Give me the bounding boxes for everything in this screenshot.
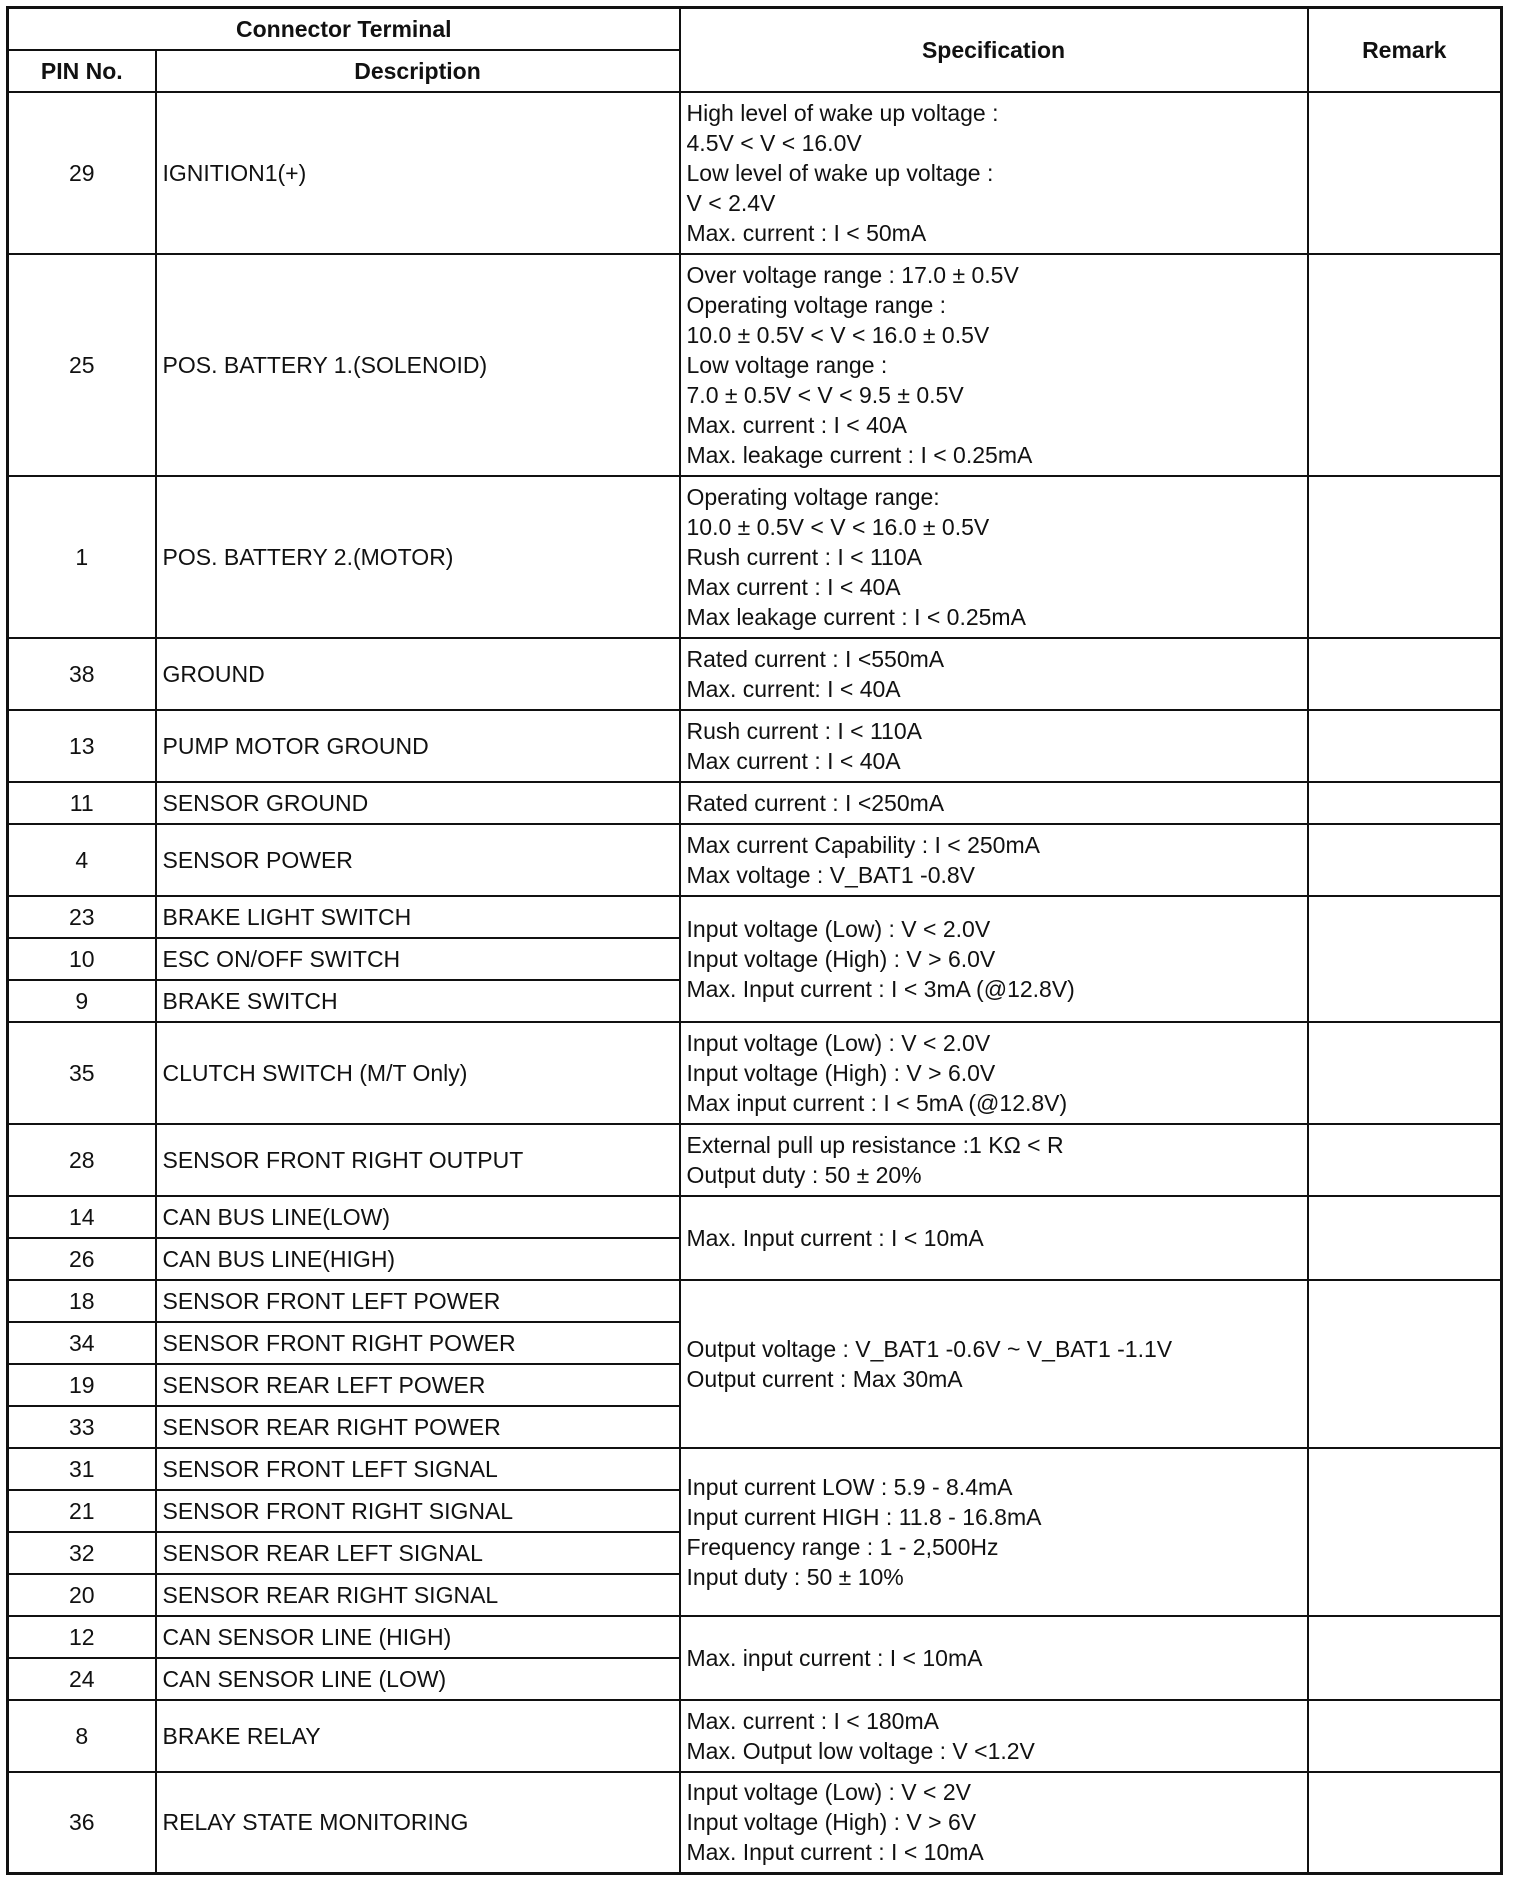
pin-description: RELAY STATE MONITORING — [156, 1772, 680, 1874]
specification-line: Input current LOW : 5.9 - 8.4mA — [686, 1473, 1013, 1500]
pin-number: 34 — [8, 1322, 156, 1364]
table-row — [8, 1280, 1502, 1322]
pin-description: CAN SENSOR LINE (HIGH) — [156, 1616, 680, 1658]
pin-number: 13 — [8, 710, 156, 782]
specification-cell — [680, 1448, 1308, 1616]
pin-number: 35 — [8, 1022, 156, 1124]
pin-number: 14 — [8, 1196, 156, 1238]
table-row — [8, 476, 1502, 638]
specification-cell — [680, 1772, 1308, 1874]
pin-description: SENSOR FRONT RIGHT POWER — [156, 1322, 680, 1364]
specification-line: Output voltage : V_BAT1 -0.6V ~ V_BAT1 -1.1V — [686, 1335, 1173, 1362]
specification-line: Max. input current : I < 10mA — [686, 1644, 983, 1671]
pin-description: CAN BUS LINE(HIGH) — [156, 1238, 680, 1280]
pin-description: POS. BATTERY 2.(MOTOR) — [156, 476, 680, 638]
pin-description: SENSOR REAR RIGHT SIGNAL — [156, 1574, 680, 1616]
specification-cell — [680, 1616, 1308, 1700]
table-header — [8, 8, 1502, 92]
specification-line: Input current HIGH : 11.8 - 16.8mA — [686, 1503, 1042, 1530]
table-row — [8, 782, 1502, 824]
specification-line: Frequency range : 1 - 2,500Hz — [686, 1533, 999, 1560]
remark-cell — [1308, 1772, 1502, 1874]
specification-line: Operating voltage range: — [686, 483, 940, 510]
connector-terminal-header: Connector Terminal — [8, 8, 680, 50]
remark-cell — [1308, 782, 1502, 824]
specification-header: Specification — [680, 8, 1308, 92]
pin-number: 38 — [8, 638, 156, 710]
pin-description: SENSOR FRONT RIGHT SIGNAL — [156, 1490, 680, 1532]
table-row — [8, 1448, 1502, 1490]
specification-line: Max current : I < 40A — [686, 573, 901, 600]
table-row — [8, 896, 1502, 938]
pin-number: 11 — [8, 782, 156, 824]
specification-cell — [680, 1022, 1308, 1124]
table-row — [8, 1124, 1502, 1196]
remark-cell — [1308, 1196, 1502, 1280]
specification-line: 7.0 ± 0.5V < V < 9.5 ± 0.5V — [686, 381, 964, 408]
specification-line: Max. current : I < 50mA — [686, 219, 927, 246]
pin-number: 25 — [8, 254, 156, 476]
specification-cell — [680, 254, 1308, 476]
specification-cell — [680, 476, 1308, 638]
pin-number: 19 — [8, 1364, 156, 1406]
pin-number: 28 — [8, 1124, 156, 1196]
pin-description: ESC ON/OFF SWITCH — [156, 938, 680, 980]
specification-cell — [680, 638, 1308, 710]
remark-cell — [1308, 1448, 1502, 1616]
pin-description: BRAKE SWITCH — [156, 980, 680, 1022]
specification-line: Rated current : I <250mA — [686, 789, 945, 816]
pin-description: BRAKE LIGHT SWITCH — [156, 896, 680, 938]
pin-description: SENSOR FRONT RIGHT OUTPUT — [156, 1124, 680, 1196]
table-row — [8, 254, 1502, 476]
pin-number: 23 — [8, 896, 156, 938]
specification-line: Low voltage range : — [686, 351, 888, 378]
specification-line: 10.0 ± 0.5V < V < 16.0 ± 0.5V — [686, 321, 990, 348]
pin-description: CLUTCH SWITCH (M/T Only) — [156, 1022, 680, 1124]
remark-cell — [1308, 1022, 1502, 1124]
specification-cell — [680, 824, 1308, 896]
specification-line: External pull up resistance :1 KΩ < R — [686, 1131, 1064, 1158]
specification-cell — [680, 92, 1308, 254]
pin-description: CAN SENSOR LINE (LOW) — [156, 1658, 680, 1700]
specification-line: Input voltage (Low) : V < 2.0V — [686, 915, 991, 942]
pin-description: SENSOR REAR LEFT SIGNAL — [156, 1532, 680, 1574]
remark-cell — [1308, 824, 1502, 896]
pin-number: 9 — [8, 980, 156, 1022]
specification-line: Max. current : I < 180mA — [686, 1707, 939, 1734]
pin-number: 8 — [8, 1700, 156, 1772]
pin-number: 33 — [8, 1406, 156, 1448]
pin-description: SENSOR FRONT LEFT SIGNAL — [156, 1448, 680, 1490]
pin-number: 32 — [8, 1532, 156, 1574]
specification-line: Max. Input current : I < 10mA — [686, 1224, 984, 1251]
specification-line: Max leakage current : I < 0.25mA — [686, 603, 1026, 630]
remark-cell — [1308, 710, 1502, 782]
pin-no-header: PIN No. — [8, 50, 156, 92]
remark-cell — [1308, 1616, 1502, 1700]
pin-number: 18 — [8, 1280, 156, 1322]
pin-description: SENSOR REAR LEFT POWER — [156, 1364, 680, 1406]
specification-line: Max. current : I < 40A — [686, 411, 908, 438]
description-header: Description — [156, 50, 680, 92]
specification-cell — [680, 1196, 1308, 1280]
specification-line: Max. leakage current : I < 0.25mA — [686, 441, 1033, 468]
remark-cell — [1308, 254, 1502, 476]
specification-line: Input voltage (High) : V > 6.0V — [686, 1059, 996, 1086]
pin-number: 26 — [8, 1238, 156, 1280]
specification-line: Max voltage : V_BAT1 -0.8V — [686, 861, 976, 888]
pin-number: 4 — [8, 824, 156, 896]
table-row — [8, 92, 1502, 254]
specification-line: Max. current: I < 40A — [686, 675, 901, 702]
specification-cell — [680, 710, 1308, 782]
specification-cell — [680, 1700, 1308, 1772]
specification-line: Max. Output low voltage : V <1.2V — [686, 1737, 1035, 1764]
specification-line: 10.0 ± 0.5V < V < 16.0 ± 0.5V — [686, 513, 990, 540]
remark-header: Remark — [1308, 8, 1502, 92]
specification-line: Input voltage (Low) : V < 2V — [686, 1779, 971, 1806]
specification-line: Input duty : 50 ± 10% — [686, 1563, 904, 1590]
remark-cell — [1308, 1124, 1502, 1196]
pin-number: 1 — [8, 476, 156, 638]
table-row — [8, 1022, 1502, 1124]
pin-description: POS. BATTERY 1.(SOLENOID) — [156, 254, 680, 476]
remark-cell — [1308, 638, 1502, 710]
table-row — [8, 710, 1502, 782]
specification-line: Max current : I < 40A — [686, 747, 901, 774]
pin-number: 36 — [8, 1772, 156, 1874]
pin-number: 29 — [8, 92, 156, 254]
table-row — [8, 638, 1502, 710]
remark-cell — [1308, 92, 1502, 254]
specification-line: Operating voltage range : — [686, 291, 947, 318]
specification-cell — [680, 1280, 1308, 1448]
specification-line: Max. Input current : I < 10mA — [686, 1839, 984, 1866]
pin-description: SENSOR POWER — [156, 824, 680, 896]
specification-line: High level of wake up voltage : — [686, 99, 999, 126]
specification-line: V < 2.4V — [686, 189, 776, 216]
pin-description: BRAKE RELAY — [156, 1700, 680, 1772]
remark-cell — [1308, 1700, 1502, 1772]
pin-number: 31 — [8, 1448, 156, 1490]
specification-line: Output duty : 50 ± 20% — [686, 1161, 922, 1188]
specification-line: Low level of wake up voltage : — [686, 159, 994, 186]
specification-cell — [680, 782, 1308, 824]
pin-description: SENSOR GROUND — [156, 782, 680, 824]
pin-number: 12 — [8, 1616, 156, 1658]
specification-line: Rush current : I < 110A — [686, 717, 922, 744]
remark-cell — [1308, 1280, 1502, 1448]
specification-cell — [680, 896, 1308, 1022]
remark-cell — [1308, 896, 1502, 1022]
specification-line: 4.5V < V < 16.0V — [686, 129, 862, 156]
specification-line: Over voltage range : 17.0 ± 0.5V — [686, 261, 1019, 288]
table-row — [8, 824, 1502, 896]
specification-line: Max. Input current : I < 3mA (@12.8V) — [686, 975, 1075, 1002]
remark-cell — [1308, 476, 1502, 638]
specification-line: Rush current : I < 110A — [686, 543, 922, 570]
pin-number: 20 — [8, 1574, 156, 1616]
specification-line: Input voltage (High) : V > 6.0V — [686, 945, 996, 972]
table-row — [8, 1616, 1502, 1658]
specification-cell — [680, 1124, 1308, 1196]
table-row — [8, 1772, 1502, 1874]
pin-description: GROUND — [156, 638, 680, 710]
table-row — [8, 1700, 1502, 1772]
specification-line: Rated current : I <550mA — [686, 645, 945, 672]
pin-description: SENSOR FRONT LEFT POWER — [156, 1280, 680, 1322]
pin-number: 10 — [8, 938, 156, 980]
table-body — [8, 92, 1502, 1874]
connector-spec-table — [6, 6, 1503, 1875]
table-row — [8, 1196, 1502, 1238]
specification-line: Max current Capability : I < 250mA — [686, 831, 1040, 858]
pin-number: 21 — [8, 1490, 156, 1532]
pin-number: 24 — [8, 1658, 156, 1700]
specification-line: Input voltage (Low) : V < 2.0V — [686, 1029, 991, 1056]
specification-line: Output current : Max 30mA — [686, 1365, 963, 1392]
pin-description: CAN BUS LINE(LOW) — [156, 1196, 680, 1238]
pin-description: IGNITION1(+) — [156, 92, 680, 254]
pin-description: SENSOR REAR RIGHT POWER — [156, 1406, 680, 1448]
pin-description: PUMP MOTOR GROUND — [156, 710, 680, 782]
specification-line: Max input current : I < 5mA (@12.8V) — [686, 1089, 1068, 1116]
specification-line: Input voltage (High) : V > 6V — [686, 1809, 977, 1836]
